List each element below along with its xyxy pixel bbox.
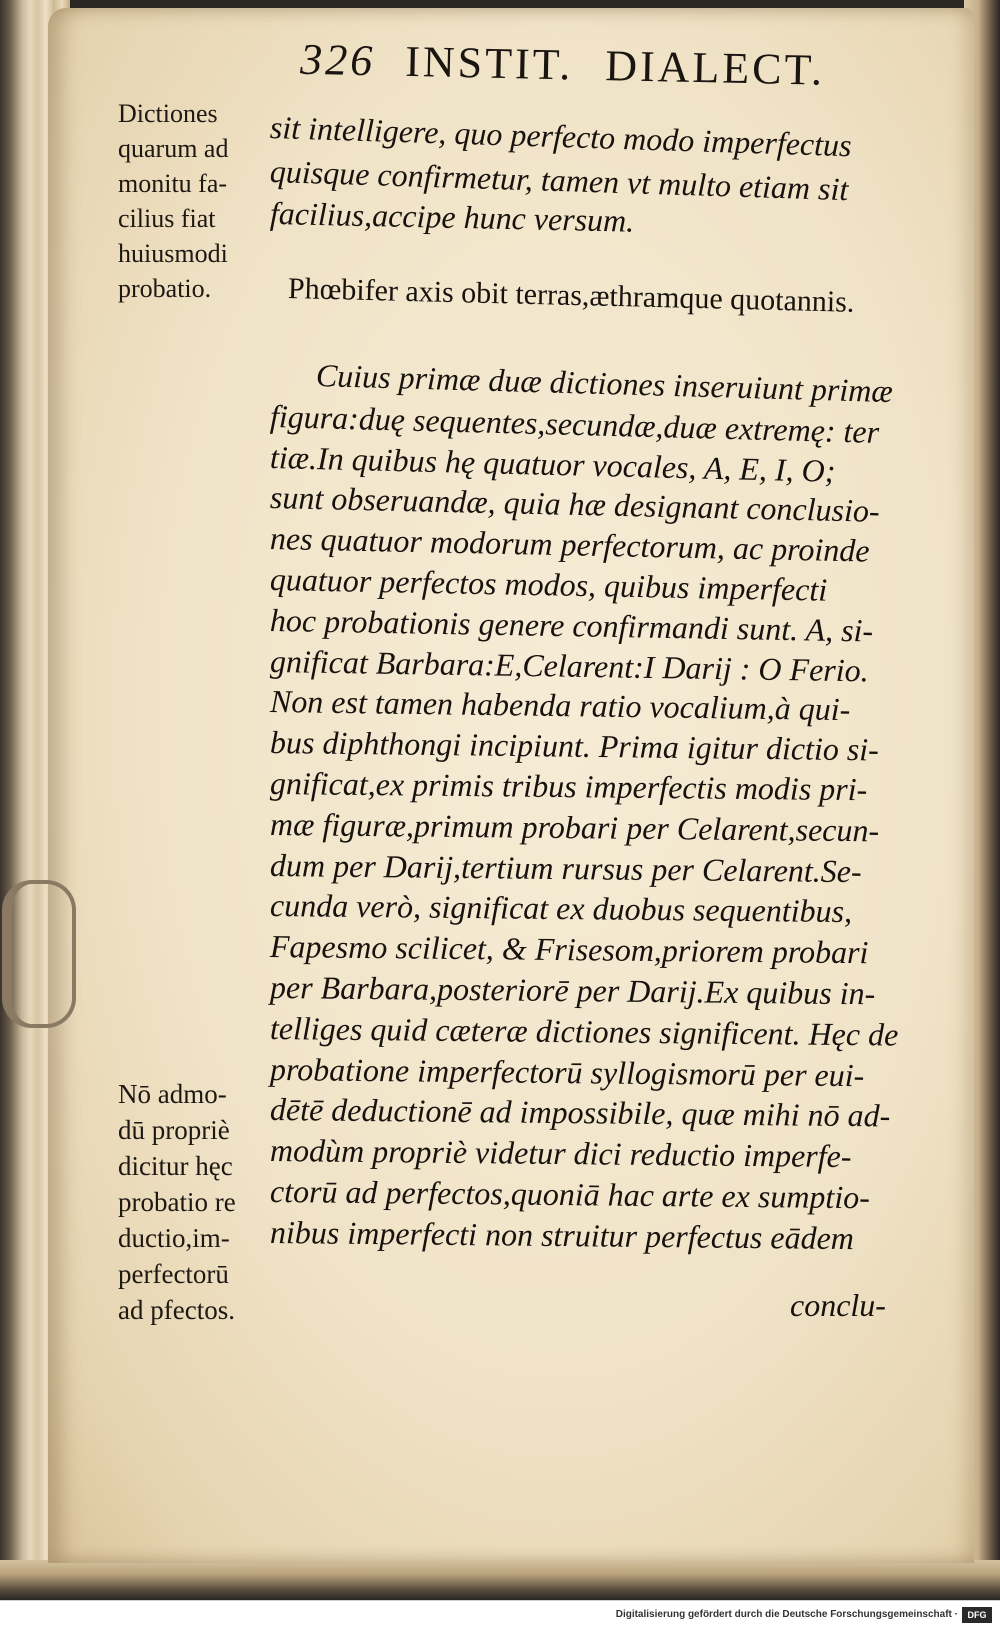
margin-note-line: dū propriè xyxy=(118,1115,230,1145)
body-line: gnificat Barbara:E,Celarent:I Darij : O Ferio. xyxy=(269,642,869,688)
margin-note-line: perfectorū xyxy=(118,1259,229,1289)
body-line: quisque confirmetur, tamen vt multo etiam sit xyxy=(269,153,849,208)
margin-note-line: dicitur hęc xyxy=(118,1151,233,1181)
body-line: sunt obseruandæ, quia hæ designant conclusio- xyxy=(269,479,881,530)
verse-line: Phœbifer axis obit terras,æthramque quotannis. xyxy=(287,272,855,319)
digitization-footer xyxy=(0,1600,1000,1633)
running-header xyxy=(299,34,900,117)
body-line: Fapesmo scilicet, & Frisesom,priorem probari xyxy=(269,928,869,971)
book-edge-bottom xyxy=(0,1560,1000,1600)
body-line: telliges quid cæteræ dictiones significent. Hęc de xyxy=(269,1009,899,1053)
margin-note-line: quarum ad xyxy=(118,134,229,163)
running-title-part-2: DIALECT. xyxy=(604,41,826,95)
margin-note-line: Dictiones xyxy=(118,99,218,128)
running-title-part-1: INSTIT. xyxy=(404,36,574,90)
catchword: conclu- xyxy=(790,1287,886,1323)
margin-note-line: probatio. xyxy=(118,274,212,303)
body-line: Non est tamen habenda ratio vocalium,à qui- xyxy=(269,683,851,728)
body-line: sit intelligere, quo perfecto modo imperfectus xyxy=(269,109,853,164)
body-line: bus diphthongi incipiunt. Prima igitur dictio si- xyxy=(269,724,880,768)
body-line: per Barbara,posteriorē per Darij.Ex quibus in- xyxy=(269,969,876,1012)
body-line: tiæ.In quibus hę quatuor vocales, A, E, I, O; xyxy=(269,438,836,489)
margin-note-reductio xyxy=(118,1076,268,1328)
margin-note-line: huiusmodi xyxy=(118,239,228,268)
body-line: quatuor perfectos modos, quibus imperfecti xyxy=(269,561,828,608)
page-number: 326 xyxy=(299,34,376,86)
margin-note-dictiones xyxy=(118,96,268,306)
body-line: facilius,accipe hunc versum. xyxy=(269,195,635,239)
body-line: dum per Darij,tertium rursus per Celarent.Se- xyxy=(269,846,862,889)
body-line: nibus imperfecti non struitur perfectus eādem xyxy=(269,1213,855,1256)
body-line: Cuius primæ duæ dictiones inseruiunt primæ xyxy=(315,357,894,410)
footer-credit: Digitalisierung gefördert durch die Deutsche Forschungsgemeinschaft · xyxy=(615,1609,958,1620)
body-line: ctorū ad perfectos,quoniā hac arte ex sumptio- xyxy=(269,1173,871,1216)
body-line: dētē deductionē ad impossibile, quæ mihi nō ad- xyxy=(269,1091,891,1134)
body-line: gnificat,ex primis tribus imperfectis modis pri- xyxy=(269,765,868,808)
body-line: hoc probationis genere confirmandi sunt. A, si- xyxy=(269,601,874,649)
body-line: mæ figuræ,primum probari per Celarent,secun- xyxy=(269,805,880,849)
body-line: modùm propriè videtur dici reductio imperfe- xyxy=(269,1132,852,1175)
body-line: cunda verò, significat ex duobus sequentibus, xyxy=(269,887,853,930)
margin-note-line: cilius fiat xyxy=(118,204,216,233)
margin-note-line: monitu fa- xyxy=(118,169,228,198)
margin-note-line: ad pfectos. xyxy=(118,1295,235,1325)
margin-note-line: ductio,im- xyxy=(118,1223,230,1253)
dfg-logo-icon: DFG xyxy=(962,1607,992,1623)
margin-note-line: Nō admo- xyxy=(118,1079,227,1109)
margin-note-line: probatio re xyxy=(118,1187,236,1217)
body-line: probatione imperfectorū syllogismorū per eui- xyxy=(269,1050,865,1093)
body-line: nes quatuor modorum perfectorum, ac proinde xyxy=(269,520,870,569)
book-clasp xyxy=(2,880,76,1028)
body-line: figura:duę sequentes,secundæ,duæ extremę: ter xyxy=(269,397,880,450)
